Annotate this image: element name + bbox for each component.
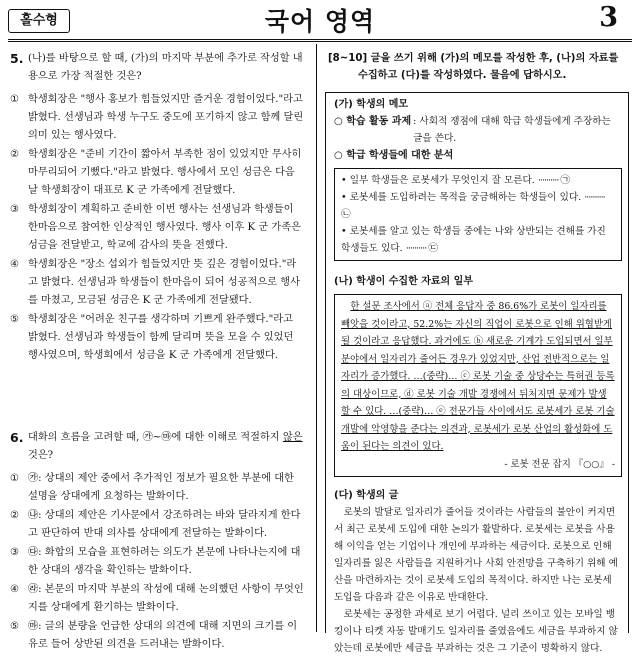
q5-option-3[interactable] xyxy=(10,201,306,255)
data-source: - 로봇 전문 잡지 『○○』 - xyxy=(504,458,615,470)
option-marker: ⑤ xyxy=(10,621,20,632)
q6-option-1[interactable] xyxy=(10,470,306,506)
q6-option-2[interactable] xyxy=(10,507,306,543)
memo-item-mark: ㉡ xyxy=(341,209,351,220)
option-text: 학생회장은 "준비 기간이 짧아서 부족한 점이 있었지만 무사히 마무리되어 기뻤다."라고 밝혔다. 행사에서 모인 성금은 다음 날 학생회장이 대표로 K 군 가족에게 전달했다. xyxy=(28,149,302,196)
memo-item-text: • 일부 학생들은 로봇세가 무엇인지 잘 모른다. xyxy=(341,175,538,186)
option-marker: ④ xyxy=(10,584,20,595)
memo-item-leader: ·········· xyxy=(405,243,429,254)
option-marker: ③ xyxy=(10,547,20,558)
option-marker: ② xyxy=(10,149,20,160)
subject-title: 국어 영역 xyxy=(264,7,376,36)
data-box xyxy=(334,294,622,477)
q6-option-5[interactable] xyxy=(10,618,306,654)
data-paragraph: 한 설문 조사에서 ⓐ 전체 응답자 중 86.6%가 로봇이 일자리를 빼앗을 것이라고, 52.2%는 자신의 직업이 로봇으로 인해 위협받게 될 것이라고 응답했다. 과거에도 ⓑ 새로운 기계가 도입되면서 일부 분야에서 일자리가 줄어든 경우가 있었지만, 산업 전반적으로는 일자리가 증가했다. …(중략)… ⓒ 로봇 기술 중 상당수는 특허권 등록의 대상이므로, ⓓ 로봇 기술 개발 경쟁에서 뒤처지면 문제가 발생할 수 있다. …(중략)… ⓔ 전문가들 사이에서도 로봇세가 로봇 기술 개발에 악영향을 준다는 의견과, 로봇세가 로봇 산업의 활성화에 도움이 된다는 의견이 있다. xyxy=(341,301,615,452)
option-text: 학생회장이 계획하고 준비한 이번 행사는 선생님과 학생들이 한마음으로 참여한 인상적인 행사였다. 행사 이후 K 군 가족은 성금을 전달받고, 학교에 감사의 뜻을 전했다. xyxy=(28,204,301,251)
memo-item-mark: ㉢ xyxy=(428,243,438,254)
left-column xyxy=(10,50,306,654)
passage-instruction-line1: [8~10] 글을 쓰기 위해 (가)의 메모를 작성한 후, (나)의 자료를 xyxy=(328,53,619,64)
question-6-number: 6. xyxy=(10,430,24,445)
q6-option-3[interactable] xyxy=(10,544,306,580)
q5-option-1[interactable] xyxy=(10,91,306,145)
option-marker: ② xyxy=(10,510,20,521)
option-marker: ① xyxy=(10,473,20,484)
memo-analysis-label: ○ 학급 학생들에 대한 분석 xyxy=(334,150,454,161)
question-5-options xyxy=(10,91,306,365)
right-column xyxy=(326,50,630,657)
option-text: ㉮: 상대의 제안 중에서 추가적인 정보가 필요한 부분에 대한 설명을 상대에게 요청하는 발화이다. xyxy=(28,473,294,502)
question-6-stem-negation: 않은 xyxy=(282,432,303,443)
q5-option-4[interactable] xyxy=(10,256,306,310)
passage-instruction-line2: 수집하고 (다)를 작성하였다. 물음에 답하시오. xyxy=(358,70,567,81)
exam-badge: 홀수형 xyxy=(8,9,70,33)
option-marker: ① xyxy=(10,94,20,105)
question-6-stem xyxy=(28,429,306,465)
data-title: (나) 학생이 수집한 자료의 일부 xyxy=(334,276,473,287)
memo-item xyxy=(341,223,615,257)
passage-instruction xyxy=(326,50,630,84)
question-6-stem-post: 것은? xyxy=(28,450,54,461)
memo-item xyxy=(341,172,615,189)
option-text: 학생회장은 "어려운 친구를 생각하며 기쁘게 완주했다."라고 밝혔다. 선생님과 학생들이 함께 달리며 뜻을 모을 수 있었던 행사였으며, 학생회에서 성금을 K 군 가족에게 전달했다. xyxy=(28,314,294,361)
passage-body xyxy=(326,84,630,657)
option-marker: ④ xyxy=(10,259,20,270)
question-6-options xyxy=(10,470,306,654)
memo-item-leader: ·········· xyxy=(537,175,561,186)
memo-item-mark: ㉠ xyxy=(560,175,571,186)
essay-paragraph-1: 로봇의 발달로 일자리가 줄어들 것이라는 사람들의 불안이 커지면서 최근 로봇세 도입에 대한 논의가 활발하다. 로봇세는 로봇을 사용해 이익을 얻는 기업이나 개인에 부과하는 세금이다. 로봇으로 인해 일자리를 잃은 사람들을 지원하거나 사회 안전망을 구축하기 위해 예산을 마련하자는 것이 로봇세 도입의 목적이다. 하지만 나는 로봇세 도입을 다음과 같은 이유로 반대한다. xyxy=(334,507,618,603)
q6-option-4[interactable] xyxy=(10,581,306,617)
question-5 xyxy=(10,50,306,365)
memo-item-text: • 로봇세를 도입하려는 목적을 궁금해하는 학생들이 있다. xyxy=(341,192,585,203)
header-rule xyxy=(8,39,632,42)
essay-title: (다) 학생의 글 xyxy=(334,490,399,501)
option-text: ㉱: 본문의 마지막 부분의 작성에 대해 논의했던 사항이 무엇인지를 상대에게 환기하는 발화이다. xyxy=(28,584,304,613)
option-text: ㉯: 상대의 제안은 기사문에서 강조하려는 바와 달라지게 한다고 판단하여 반대 의사를 상대에게 전달하는 발화이다. xyxy=(28,510,301,539)
essay-paragraph-2: 로봇세는 공정한 과세로 보기 어렵다. 널리 쓰이고 있는 모바일 뱅킹이나 티켓 자동 발매기도 일자리를 줄였음에도 세금을 부과하지 않았는데 로봇에만 세금을 부과하는 것은 그 기준이 명확하지 않다. xyxy=(334,609,618,654)
memo-task-label: ○ 학습 활동 과제 xyxy=(334,116,412,127)
option-text: 학생회장은 "장소 섭외가 힘들었지만 뜻 깊은 경험이었다."라고 밝혔다. 선생님과 학생들이 한마음이 되어 성공적으로 행사를 마쳤고, 모금된 성금은 K 군 가족에게 전달됐다. xyxy=(28,259,300,306)
option-text: ㉰: 화합의 모습을 표현하려는 의도가 본문에 나타나는지에 대한 상대의 생각을 확인하는 발화이다. xyxy=(28,547,301,576)
q5-option-2[interactable] xyxy=(10,146,306,200)
question-5-stem: (나)를 바탕으로 할 때, (가)의 마지막 부분에 추가로 작성할 내용으로 가장 적절한 것은? xyxy=(28,53,303,82)
question-5-number: 5. xyxy=(10,51,24,66)
memo-task-text: : 사회적 쟁점에 대해 학급 학생들에게 주장하는 글을 쓴다. xyxy=(413,116,611,144)
option-marker: ⑤ xyxy=(10,314,20,325)
memo-item-leader: ·········· xyxy=(584,192,605,203)
option-marker: ③ xyxy=(10,204,20,215)
memo-task xyxy=(334,113,622,147)
memo-title: (가) 학생의 메모 xyxy=(334,99,409,110)
memo-item xyxy=(341,189,615,223)
question-6 xyxy=(10,429,306,654)
option-text: ㉲: 글의 분량을 언급한 상대의 의견에 대해 지면의 크기를 이유로 들어 상반된 의견을 드러내는 발화이다. xyxy=(28,621,298,650)
question-6-stem-pre: 대화의 흐름을 고려할 때, ㉮~㉲에 대한 이해로 적절하지 xyxy=(28,432,283,443)
column-divider xyxy=(316,44,317,632)
page-number: 3 xyxy=(599,2,618,33)
memo-item-text: • 로봇세를 알고 있는 학생들 중에는 나와 상반되는 견해를 가진 학생들도 있다. xyxy=(341,226,606,254)
option-text: 학생회장은 "행사 홍보가 힘들었지만 즐거운 경험이었다."라고 밝혔다. 선생님과 학생 누구도 중도에 포기하지 않고 함께 달린 의미 있는 행사였다. xyxy=(28,94,304,141)
q5-option-5[interactable] xyxy=(10,311,306,365)
memo-items-box xyxy=(334,168,622,261)
